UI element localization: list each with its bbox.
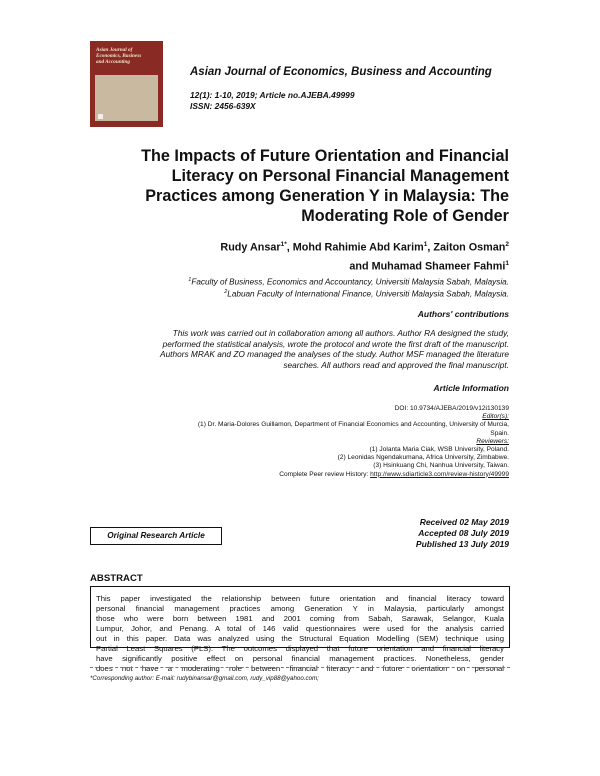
reviewers-label: Reviewers: — [476, 437, 509, 445]
author-affiliation-mark: 1 — [423, 241, 428, 248]
cover-title — [96, 47, 158, 65]
editor-line: Spain. — [490, 429, 509, 437]
article-dates — [416, 517, 509, 550]
contributions-heading: Authors' contributions — [417, 309, 509, 319]
editors-label: Editor(s): — [482, 413, 509, 421]
cover-title-line: and Accounting — [96, 59, 130, 65]
abstract-line: out in this paper. Data was analyzed using the Structural Equation Modelling (SEM) technique using — [96, 634, 504, 643]
abstract-line: This paper investigated the relationship between future orientation and financial literacy toward — [96, 594, 504, 603]
contributions-line: Authors MRAK and ZO managed the analyses of the study. Author MSF managed the literature — [160, 349, 509, 359]
author-affiliation-mark: 1* — [280, 241, 287, 248]
journal-issue: 12(1): 1-10, 2019; Article no.AJEBA.49999 — [190, 90, 355, 100]
published-date: Published 13 July 2019 — [415, 539, 509, 549]
abstract-box — [90, 586, 510, 673]
abstract-line: does not have a moderating role between financial literacy and future orientation on personal — [96, 664, 504, 673]
journal-name: Asian Journal of Economics, Business and Accounting — [190, 66, 492, 78]
abstract-line: Partial Least Squares (PLS). The outcomes displayed that future orientation and financial literacy — [96, 644, 504, 653]
reviewer-line: (2) Leonidas Ngendakumana, Africa University, Zimbabwe. — [337, 454, 509, 462]
abstract-line: Lumpur, Johor, and Penang. A total of 146 valid questionnaires were used for the analysis carried — [96, 624, 504, 633]
affiliation-text: Labuan Faculty of International Finance, Universiti Malaysia Sabah, Malaysia. — [227, 289, 509, 299]
abstract-line: have significantly positive effect on personal financial management practices. Nonetheless, gender — [96, 654, 504, 663]
contributions-line: performed the statistical analysis, wrote the protocol and wrote the first draft of the manuscript. — [162, 338, 509, 349]
peer-review-history — [69, 471, 509, 479]
author-affiliation-mark: 1 — [505, 259, 509, 267]
affiliation-mark: 1 — [188, 277, 192, 283]
cover-panel — [95, 75, 158, 121]
abstract-heading: ABSTRACT — [90, 573, 143, 584]
affiliation-text: Faculty of Business, Economics and Accountancy, Universiti Malaysia Sabah, Malaysia. — [191, 277, 509, 287]
title-line: The Impacts of Future Orientation and Financial — [141, 147, 509, 165]
article-info-heading: Article Information — [433, 383, 509, 393]
affiliation-2 — [69, 289, 509, 299]
peer-review-label: Complete Peer review History: — [279, 470, 371, 478]
author-name: Mohd Rahimie Abd Karim — [292, 241, 424, 254]
corresponding-author-footnote: *Corresponding author: E-mail: rudybinansar@gmail.com, rudy_vip88@yahoo.com; — [90, 675, 319, 682]
author-name: Rudy Ansar — [220, 241, 281, 254]
article-info-block — [69, 405, 509, 479]
reviewer-line: (3) Hsinkuang Chi, Nanhua University, Taiwan. — [373, 462, 509, 470]
cover-title-line: Asian Journal of — [96, 47, 133, 53]
accepted-date: Accepted 08 July 2019 — [418, 528, 509, 538]
contributions-line: This work was carried out in collaboration among all authors. Author RA designed the study, — [172, 328, 509, 338]
peer-review-link[interactable]: http://www.sdiarticle3.com/review-history/49999 — [370, 470, 509, 478]
affiliation-1 — [69, 277, 509, 287]
footnote-divider — [90, 667, 510, 668]
author-line-2 — [79, 256, 509, 275]
author-list — [79, 237, 509, 274]
author-name: Zaiton Osman — [433, 241, 506, 254]
abstract-line: personal financial management practices among Generation Y in Malaysia, particularly amongst — [96, 604, 504, 613]
paper-title — [89, 146, 509, 226]
author-affiliation-mark: 2 — [505, 241, 509, 248]
author-line-1: Rudy Ansar$^{1*}$, Mohd Rahimie Abd Karim$^1$, Zaiton Osman$^2$ — [220, 241, 509, 254]
journal-issn: ISSN: 2456-639X — [190, 101, 256, 111]
cover-logo-icon — [98, 114, 103, 119]
reviewer-line: (1) Jolanta Maria Ciak, WSB University, Poland. — [369, 446, 509, 454]
title-line: Literacy on Personal Financial Management — [171, 167, 509, 185]
author-name: and Muhamad Shameer Fahmi — [349, 260, 506, 273]
journal-cover-image — [90, 41, 163, 127]
abstract-line: those who were born between 1981 and 2001 coming from Sabah, Sarawak, Selangor, Kuala — [96, 614, 504, 623]
editor-line: (1) Dr. Maria-Dolores Guillamon, Department of Financial Economics and Accounting, University of Murcia, — [197, 421, 509, 429]
affiliation-mark: 2 — [224, 289, 228, 295]
doi: DOI: 10.9734/AJEBA/2019/v12i130139 — [394, 405, 509, 412]
contributions-line: searches. All authors read and approved the final manuscript. — [283, 359, 509, 370]
title-line: Practices among Generation Y in Malaysia: The — [145, 187, 509, 205]
title-line: Moderating Role of Gender — [301, 207, 509, 225]
received-date: Received 02 May 2019 — [419, 517, 509, 527]
cover-title-line: Economics, Business — [96, 53, 142, 59]
article-type-box: Original Research Article — [90, 527, 222, 545]
contributions-text — [89, 328, 509, 370]
